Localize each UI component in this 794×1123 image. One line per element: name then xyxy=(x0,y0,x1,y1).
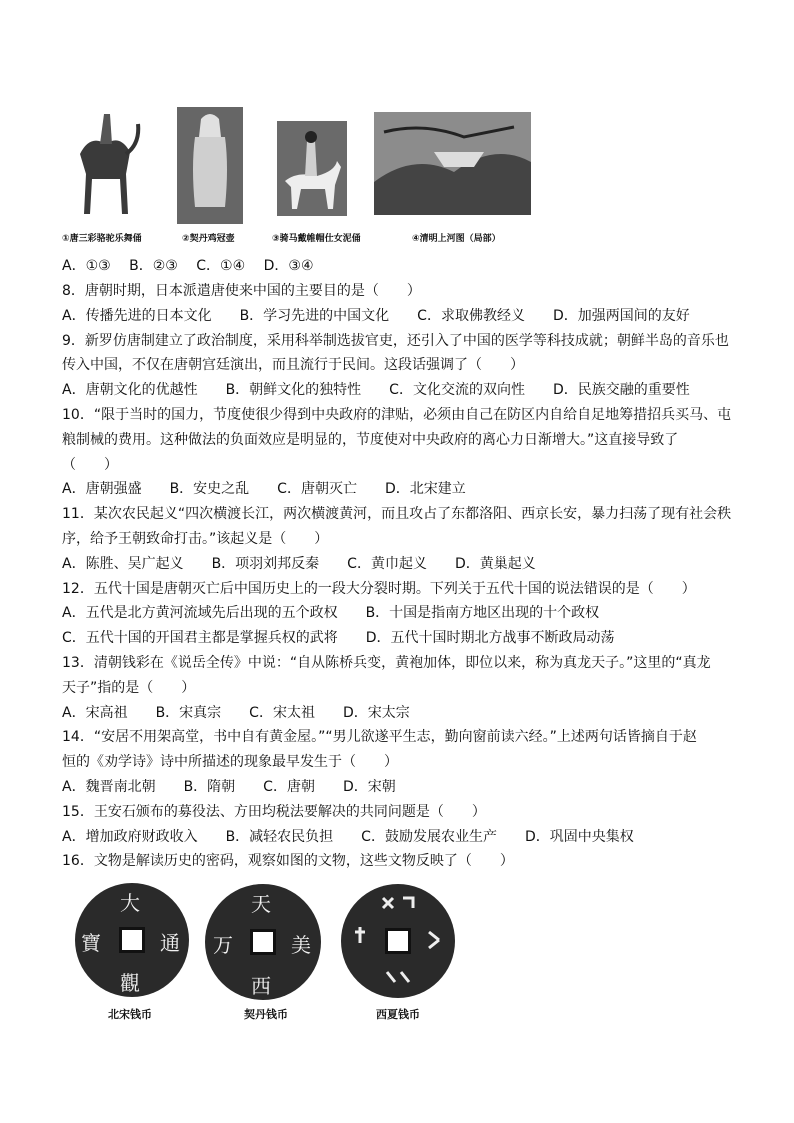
question-options: A．传播先进的日本文化 B．学习先进的中国文化 C．求取佛教经义 D．加强两国间的友好 xyxy=(62,308,690,324)
question-stem: 天子”指的是（ ） xyxy=(62,680,196,696)
figure-caption: ①唐三彩骆驼乐舞俑 xyxy=(62,234,142,244)
question-stem: 8．唐朝时期，日本派遣唐使来中国的主要目的是（ ） xyxy=(62,283,421,299)
question-stem: 10．“限于当时的国力，节度使很少得到中央政府的津贴，必须由自己在防区内自给自足地筹措招兵买马、屯 xyxy=(62,407,732,423)
question-stem: 13．清朝钱彩在《说岳全传》中说：“自从陈桥兵变，黄袍加体，即位以来，称为真龙天子。”这里的“真龙 xyxy=(62,655,711,671)
question-stem: 12．五代十国是唐朝灭亡后中国历史上的一段大分裂时期。下列关于五代十国的说法错误的是（ ） xyxy=(62,581,696,597)
question-options: A．唐朝强盛 B．安史之乱 C．唐朝灭亡 D．北宋建立 xyxy=(62,481,466,497)
coin-northern-song: 大 通 寶 觀 xyxy=(75,883,189,997)
question-options: A．唐朝文化的优越性 B．朝鲜文化的独特性 C．文化交流的双向性 D．民族交融的重要性 xyxy=(62,382,690,398)
coin-caption: 契丹钱币 xyxy=(244,1008,288,1021)
figure-caption: ④清明上河图（局部） xyxy=(412,234,501,244)
question-stem: 粮制械的费用。这种做法的负面效应是明显的，节度使对中央政府的离心力日渐增大。”这直接导致了 xyxy=(62,432,679,448)
figure-caption: ②契丹鸡冠壶 xyxy=(182,234,235,244)
question-stem: （ ） xyxy=(62,457,118,473)
question-stem: 序，给予王朝致命打击。”该起义是（ ） xyxy=(62,531,329,547)
question-stem: 15．王安石颁布的募役法、方田均税法要解决的共同问题是（ ） xyxy=(62,804,486,820)
figure-tricolor-camel xyxy=(70,104,142,224)
question-stem: 11．某次农民起义“四次横渡长江，两次横渡黄河，而且攻占了东都洛阳、西京长安，暴力扫荡了现有社会秩 xyxy=(62,506,732,522)
coin-khitan: 天 美 万 西 xyxy=(205,884,321,1000)
question-stem: 14．“安居不用架高堂，书中自有黄金屋。”“男儿欲遂平生志，勤向窗前读六经。”上述两句话皆摘自于赵 xyxy=(62,729,697,745)
figure-horse-lady xyxy=(277,121,347,216)
question-stem: 传入中国，不仅在唐朝宫廷演出，而且流行于民间。这段话强调了（ ） xyxy=(62,357,524,373)
question-stem: 16．文物是解读历史的密码，观察如图的文物，这些文物反映了（ ） xyxy=(62,853,514,869)
figure-qingming-scroll xyxy=(374,112,531,215)
figure-khitan-pot xyxy=(177,107,243,224)
question-options: A．魏晋南北朝 B．隋朝 C．唐朝 D．宋朝 xyxy=(62,779,396,795)
figure-caption: ③骑马戴帷帽仕女泥俑 xyxy=(272,234,361,244)
question-options: A．宋高祖 B．宋真宗 C．宋太祖 D．宋太宗 xyxy=(62,705,410,721)
question-options: C．五代十国的开国君主都是掌握兵权的武将 D．五代十国时期北方战事不断政局动荡 xyxy=(62,630,615,646)
coin-western-xia xyxy=(341,884,455,998)
question-options: A．增加政府财政收入 B．减轻农民负担 C．鼓励发展农业生产 D．巩固中央集权 xyxy=(62,829,634,845)
question-options: A．五代是北方黄河流域先后出现的五个政权 B．十国是指南方地区出现的十个政权 xyxy=(62,605,600,621)
question-options: A．陈胜、吴广起义 B．项羽刘邦反秦 C．黄巾起义 D．黄巢起义 xyxy=(62,556,536,572)
q7-options: A．①③ B．②③ C．①④ D．③④ xyxy=(62,258,314,274)
coin-caption: 西夏钱币 xyxy=(376,1008,420,1021)
question-stem: 恒的《劝学诗》诗中所描述的现象最早发生于（ ） xyxy=(62,754,398,770)
coin-caption: 北宋钱币 xyxy=(108,1008,152,1021)
question-stem: 9．新罗仿唐制建立了政治制度，采用科举制选拔官吏，还引入了中国的医学等科技成就；朝鲜半岛的音乐也 xyxy=(62,333,729,349)
